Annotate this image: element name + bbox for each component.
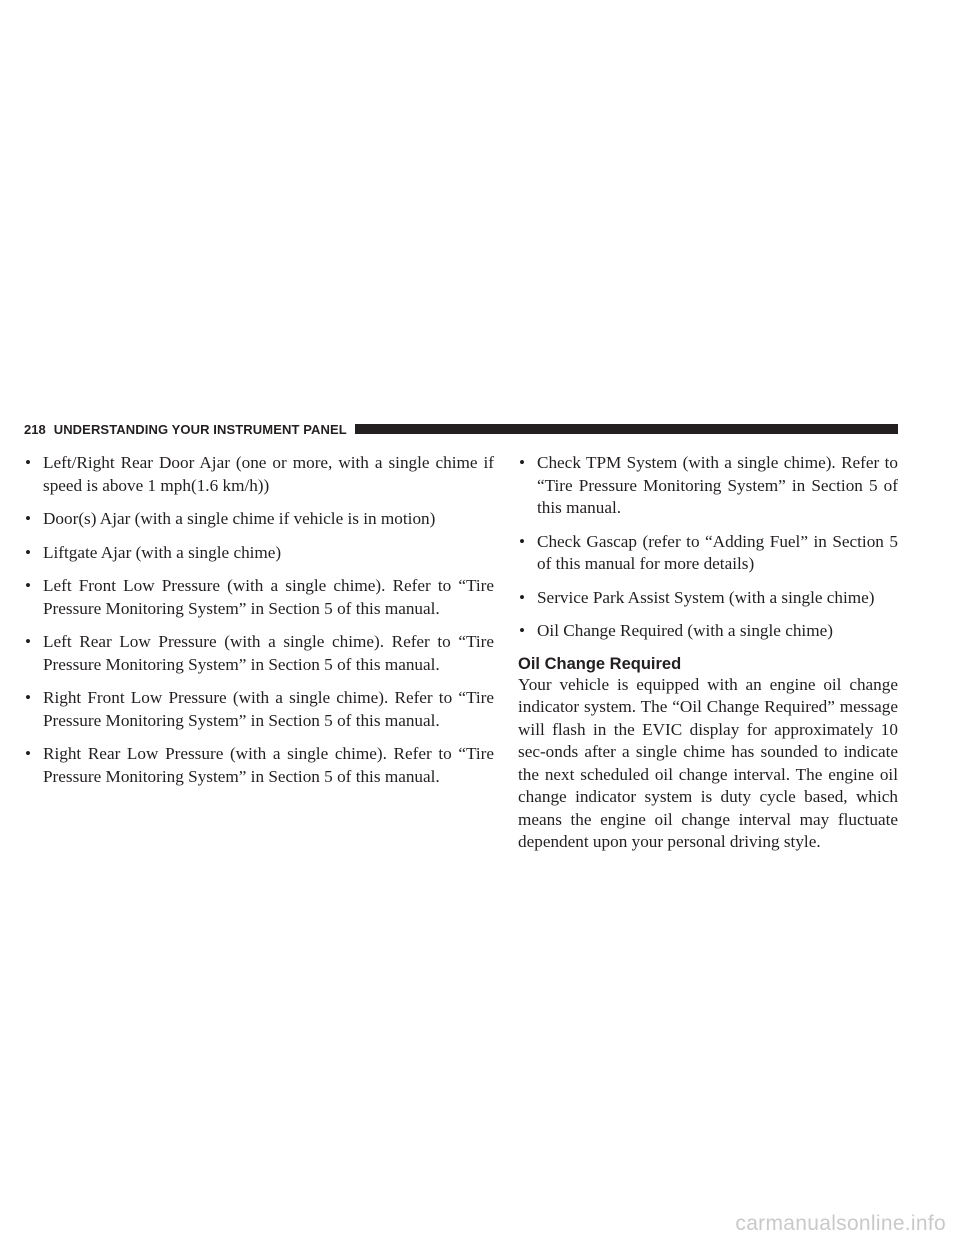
- list-item: [518, 587, 898, 610]
- bullet-icon: •: [519, 531, 526, 551]
- list-item: [24, 542, 494, 565]
- right-column: [518, 452, 898, 854]
- watermark: carmanualsonline.info: [735, 1212, 946, 1235]
- page-header: [24, 421, 898, 437]
- list-item: [24, 631, 494, 676]
- list-item-text: Door(s) Ajar (with a single chime if vehicle is in motion): [43, 509, 436, 528]
- bullet-icon: •: [25, 576, 32, 595]
- list-item-text: Service Park Assist System (with a single chime): [537, 587, 875, 607]
- left-bullet-list: [24, 452, 494, 788]
- bullet-icon: •: [519, 453, 526, 472]
- bullet-icon: •: [25, 688, 32, 707]
- bullet-icon: •: [25, 632, 32, 651]
- list-item-text: Left/Right Rear Door Ajar (one or more, with a single chime if speed is above 1 mph(1.6 km/h)): [43, 453, 494, 495]
- page-number: 218: [24, 421, 46, 437]
- list-item: [24, 743, 494, 788]
- left-column: [24, 452, 494, 799]
- section-title: UNDERSTANDING YOUR INSTRUMENT PANEL: [53, 421, 347, 437]
- header-rule: [355, 424, 898, 434]
- list-item-text: Left Rear Low Pressure (with a single chime). Refer to “Tire Pressure Monitoring System” in Section 5 of this manual.: [43, 632, 494, 674]
- oil-change-heading: Oil Change Required: [518, 654, 682, 673]
- list-item: [518, 620, 898, 643]
- list-item-text: Check Gascap (refer to “Adding Fuel” in Section 5 of this manual for more details): [537, 531, 898, 573]
- bullet-icon: •: [25, 744, 32, 763]
- list-item-text: Right Front Low Pressure (with a single chime). Refer to “Tire Pressure Monitoring System” in Section 5 of this manual.: [43, 688, 494, 730]
- right-bullet-list: [518, 452, 898, 643]
- list-item-text: Right Rear Low Pressure (with a single chime). Refer to “Tire Pressure Monitoring System” in Section 5 of this manual.: [43, 744, 494, 786]
- list-item: [24, 575, 494, 620]
- bullet-icon: •: [519, 587, 526, 607]
- oil-change-paragraph: Your vehicle is equipped with an engine oil change indicator system. The “Oil Change Required” message will flash in the EVIC display for approximately 10 sec-onds after a single chime has sounded to indicate the next scheduled oil change interval. The engine oil change indicator system is duty cycle based, which means the engine oil change interval may fluctuate dependent upon your personal driving style.: [518, 674, 898, 851]
- bullet-icon: •: [25, 453, 32, 472]
- list-item-text: Check TPM System (with a single chime). Refer to “Tire Pressure Monitoring System” in Section 5 of this manual.: [537, 453, 898, 517]
- list-item: [518, 452, 898, 520]
- bullet-icon: •: [519, 621, 526, 640]
- list-item: [24, 687, 494, 732]
- list-item-text: Left Front Low Pressure (with a single chime). Refer to “Tire Pressure Monitoring System” in Section 5 of this manual.: [43, 576, 494, 618]
- bullet-icon: •: [25, 542, 32, 562]
- list-item-text: Liftgate Ajar (with a single chime): [43, 542, 282, 562]
- bullet-icon: •: [25, 509, 32, 528]
- list-item: [518, 531, 898, 576]
- list-item: [24, 508, 494, 531]
- list-item: [24, 452, 494, 497]
- list-item-text: Oil Change Required (with a single chime): [537, 621, 833, 640]
